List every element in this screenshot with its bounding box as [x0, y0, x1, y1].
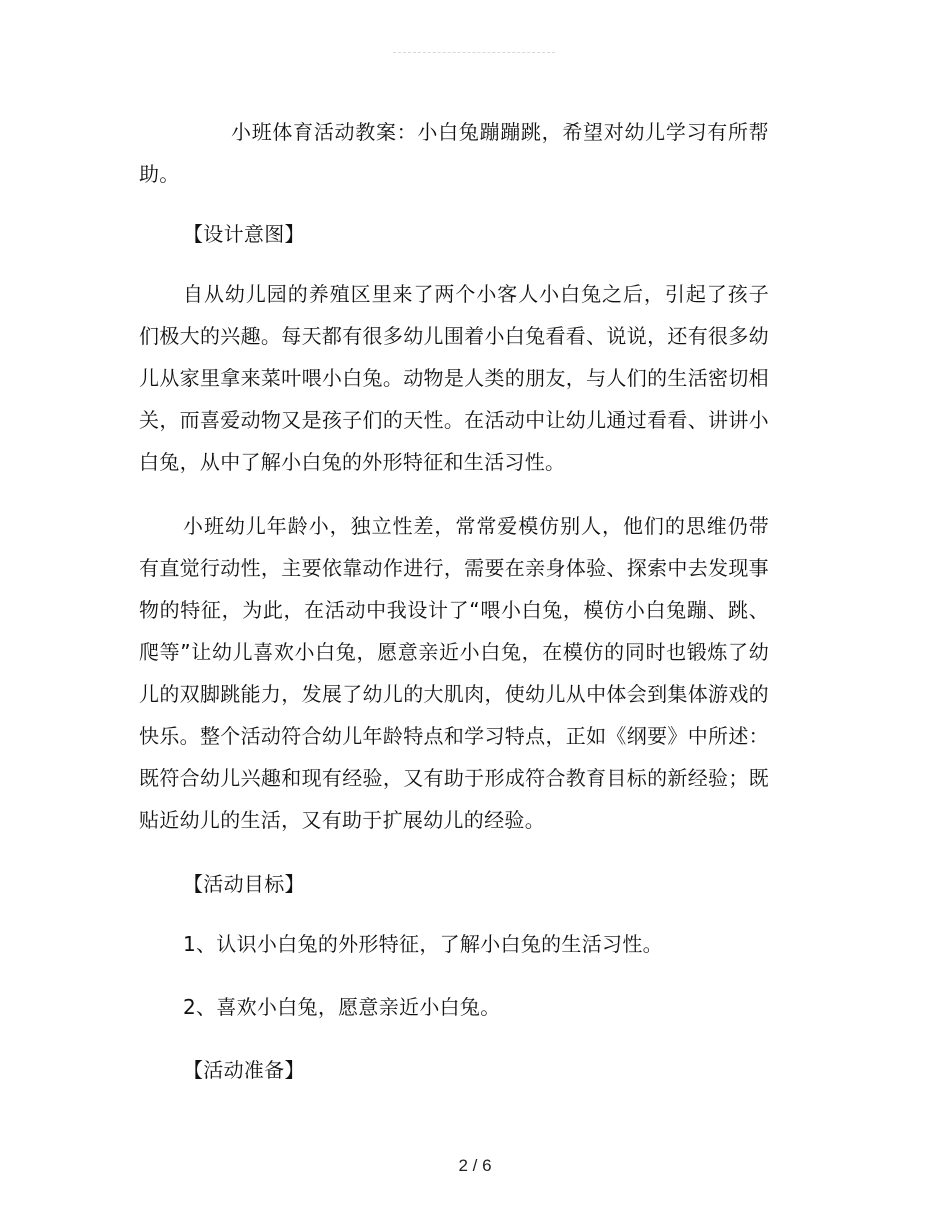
section-heading-design: 【设计意图】: [183, 222, 305, 246]
section-heading-prep: 【活动准备】: [183, 1058, 305, 1082]
body-paragraph-2: 小班幼儿年龄小，独立性差，常常爱模仿别人，他们的思维仍带有直觉行动性，主要依靠动作进行，需要在亲身体验、探索中去发现事物的特征，为此，在活动中我设计了“喂小白兔，模仿小白兔蹦、跳、爬等”让幼儿喜欢小白兔，愿意亲近小白兔，在模仿的同时也锻炼了幼儿的双脚跳能力，发展了幼儿的大肌肉，使幼儿从中体会到集体游戏的快乐。整个活动符合幼儿年龄特点和学习特点，正如《纲要》中所述：既符合幼儿兴趣和现有经验，又有助于形成符合教育目标的新经验；既贴近幼儿的生活，又有助于扩展幼儿的经验。: [139, 514, 769, 832]
document-body: [139, 111, 769, 1109]
goal-item-2: 2、喜欢小白兔，愿意亲近小白兔。: [183, 995, 501, 1019]
intro-paragraph: 小班体育活动教案：小白兔蹦蹦跳，希望对幼儿学习有所帮助。: [139, 120, 769, 186]
section-heading-goals: 【活动目标】: [183, 872, 305, 896]
header-divider: [393, 52, 555, 53]
body-paragraph-1: 自从幼儿园的养殖区里来了两个小客人小白兔之后，引起了孩子们极大的兴趣。每天都有很多幼儿围着小白兔看看、说说，还有很多幼儿从家里拿来菜叶喂小白兔。动物是人类的朋友，与人们的生活密切相关，而喜爱动物又是孩子们的天性。在活动中让幼儿通过看看、讲讲小白兔，从中了解小白兔的外形特征和生活习性。: [139, 282, 769, 474]
page-number: 2 / 6: [458, 1156, 492, 1175]
goal-item-1: 1、认识小白兔的外形特征，了解小白兔的生活习性。: [183, 932, 663, 956]
